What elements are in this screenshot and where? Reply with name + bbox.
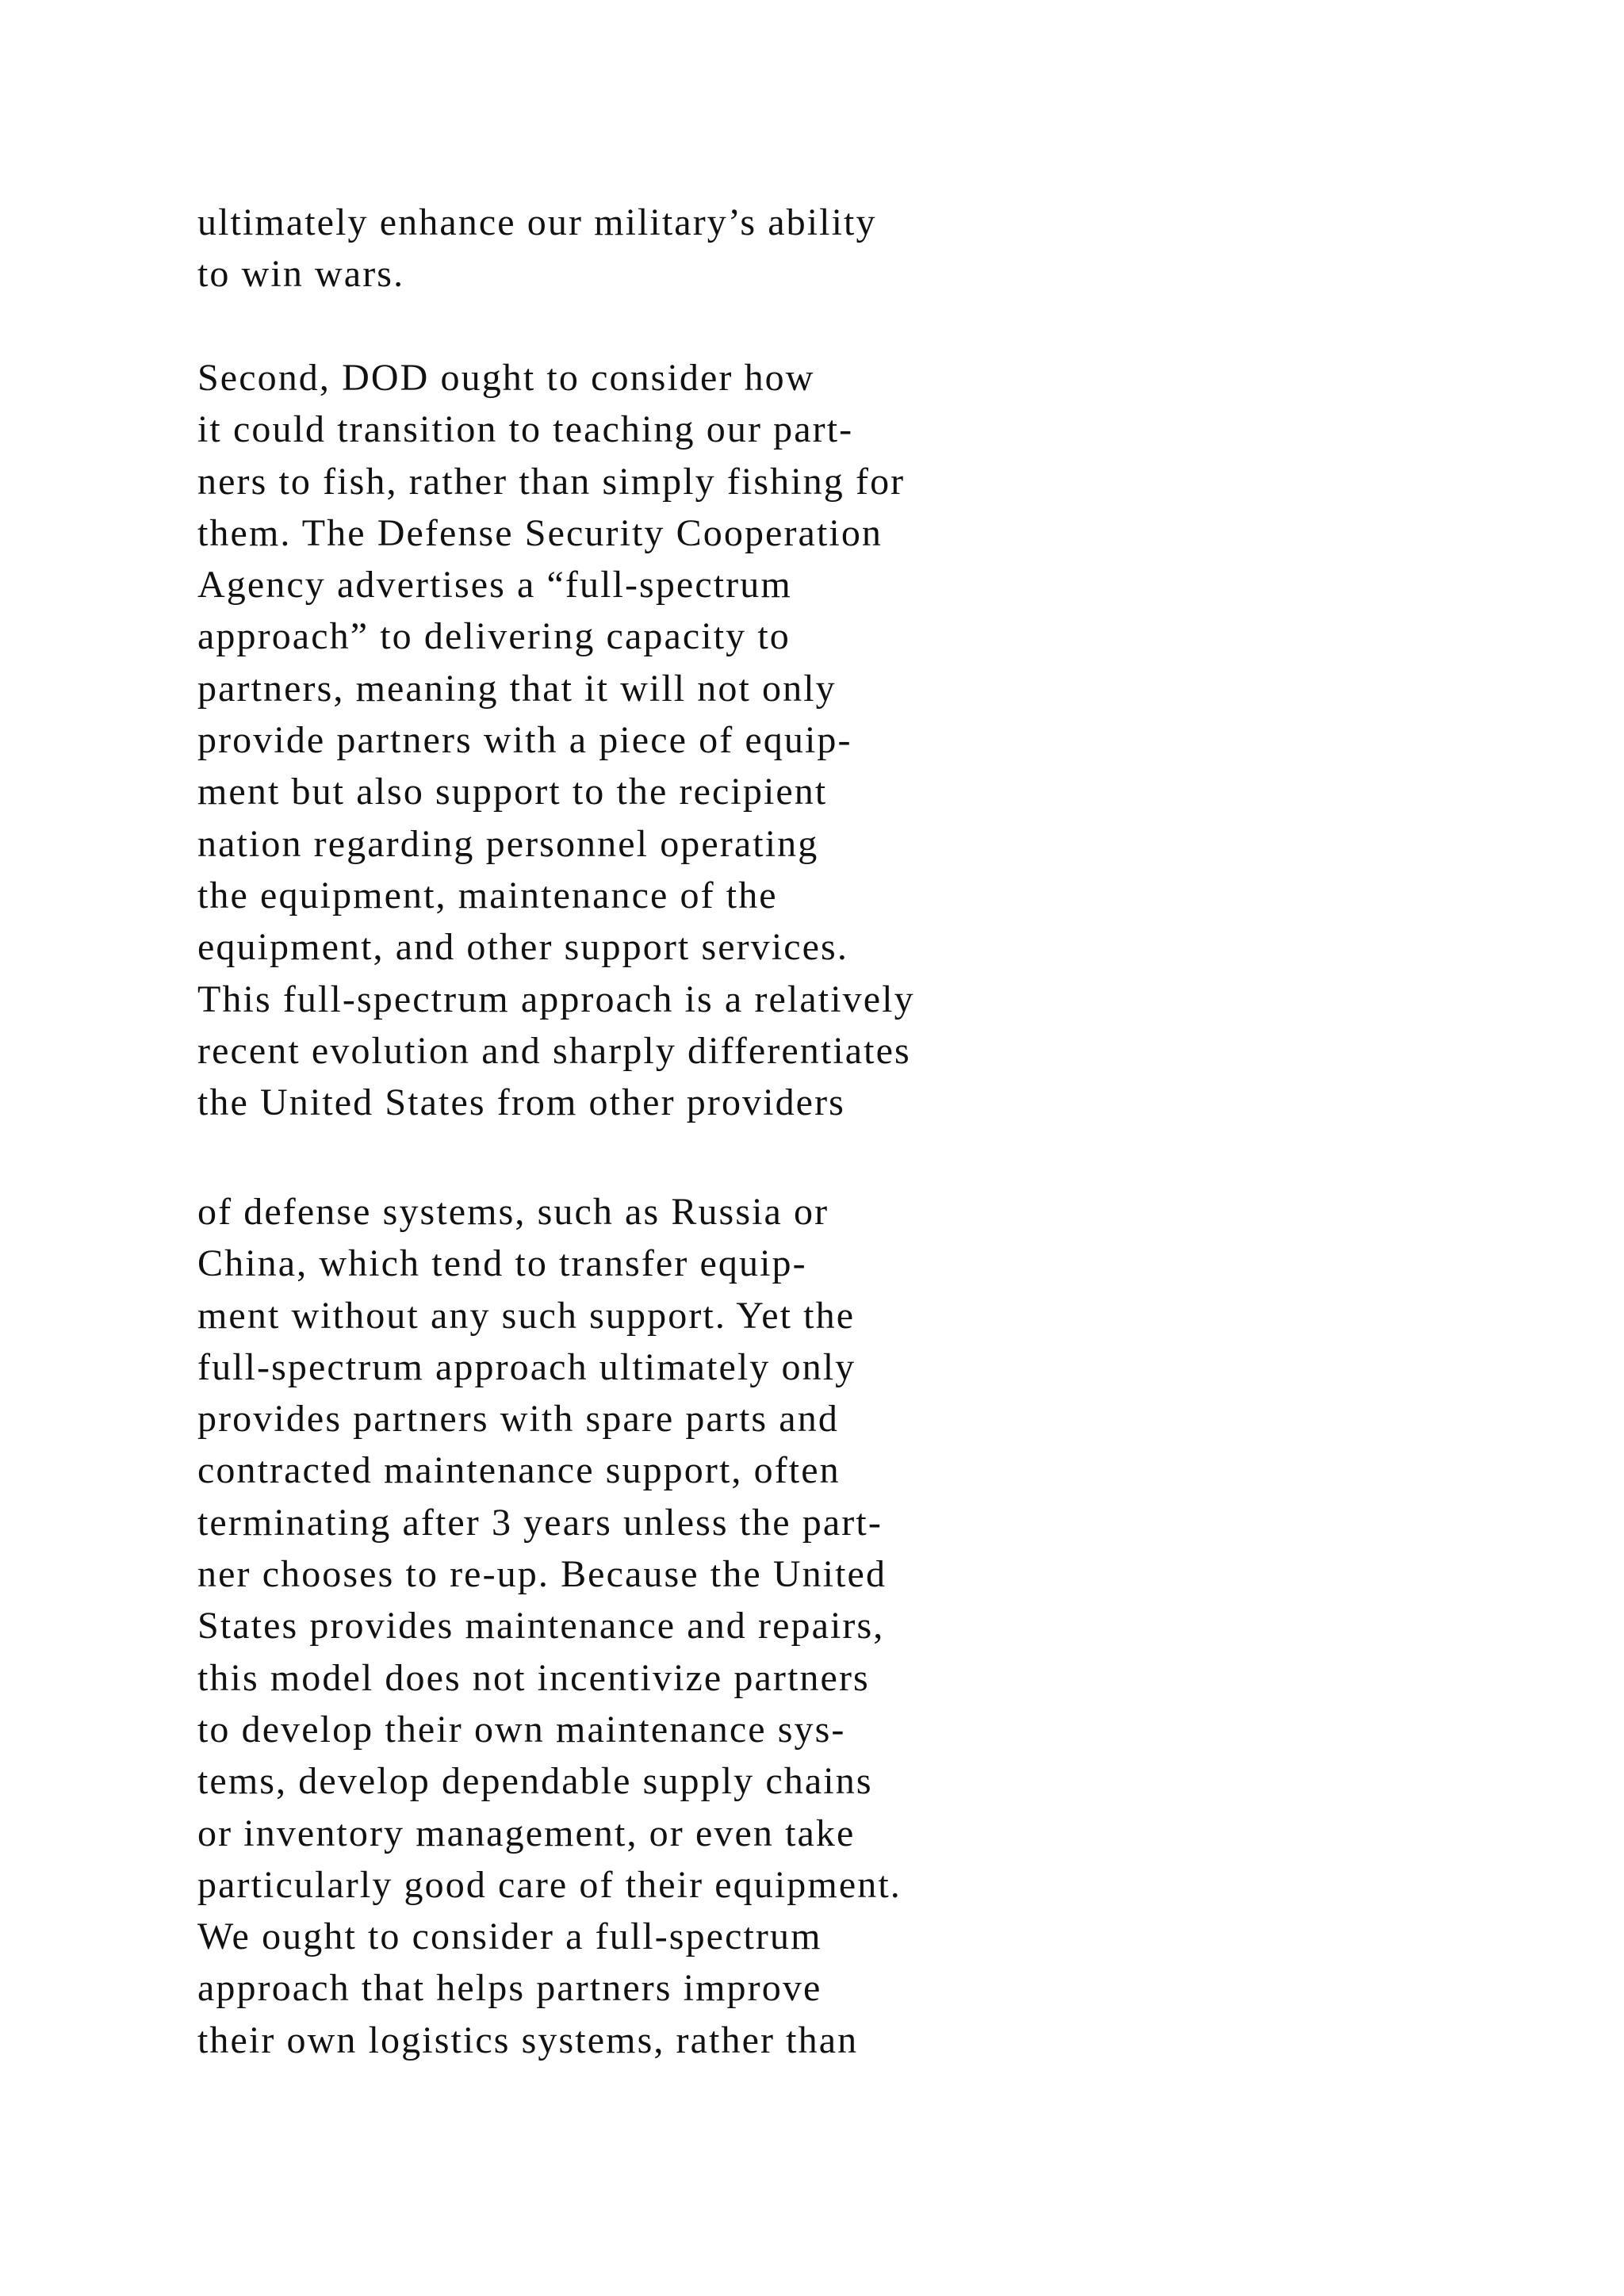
text-line: This full-spectrum approach is a relatively (197, 978, 915, 1020)
text-line: tems, develop dependable supply chains (197, 1760, 873, 1803)
text-line: approach that helps partners improve (197, 1967, 822, 2010)
text-line: it could transition to teaching our part- (197, 408, 854, 451)
text-line: terminating after 3 years unless the part- (197, 1501, 883, 1544)
text-line: partners, meaning that it will not only (197, 667, 837, 710)
text-line: ment but also support to the recipient (197, 771, 828, 813)
paragraph-continuation (197, 197, 877, 300)
text-line: Second, DOD ought to consider how (197, 357, 815, 399)
paragraph-continuation-2 (197, 1186, 902, 2066)
text-line: approach” to delivering capacity to (197, 615, 791, 658)
paragraph-second-point (197, 352, 915, 1128)
text-line: recent evolution and sharply differentiates (197, 1029, 911, 1072)
text-line: full-spectrum approach ultimately only (197, 1345, 856, 1388)
text-line: ultimately enhance our military’s ability (197, 201, 877, 243)
text-line: to develop their own maintenance sys- (197, 1708, 846, 1751)
text-line: provides partners with spare parts and (197, 1398, 839, 1441)
text-line: particularly good care of their equipment. (197, 1863, 902, 1906)
text-line: ners to fish, rather than simply fishing for (197, 460, 906, 503)
text-line: their own logistics systems, rather than (197, 2019, 859, 2061)
text-line: ment without any such support. Yet the (197, 1294, 856, 1337)
text-line: provide partners with a piece of equip- (197, 719, 852, 762)
text-line: to win wars. (197, 253, 405, 296)
text-line: ner chooses to re-up. Because the United (197, 1553, 887, 1596)
text-line: China, which tend to transfer equip- (197, 1242, 807, 1285)
text-line: States provides maintenance and repairs, (197, 1605, 885, 1647)
text-line: the equipment, maintenance of the (197, 874, 778, 916)
text-line: We ought to consider a full-spectrum (197, 1915, 822, 1958)
text-line: them. The Defense Security Cooperation (197, 511, 883, 554)
text-line: contracted maintenance support, often (197, 1449, 841, 1492)
text-line: nation regarding personnel operating (197, 822, 819, 865)
text-line: or inventory management, or even take (197, 1812, 856, 1854)
text-line: this model does not incentivize partners (197, 1656, 870, 1699)
text-line: the United States from other providers (197, 1081, 845, 1124)
text-line: of defense systems, such as Russia or (197, 1191, 829, 1233)
text-line: Agency advertises a “full-spectrum (197, 564, 792, 607)
text-line: equipment, and other support services. (197, 926, 848, 969)
